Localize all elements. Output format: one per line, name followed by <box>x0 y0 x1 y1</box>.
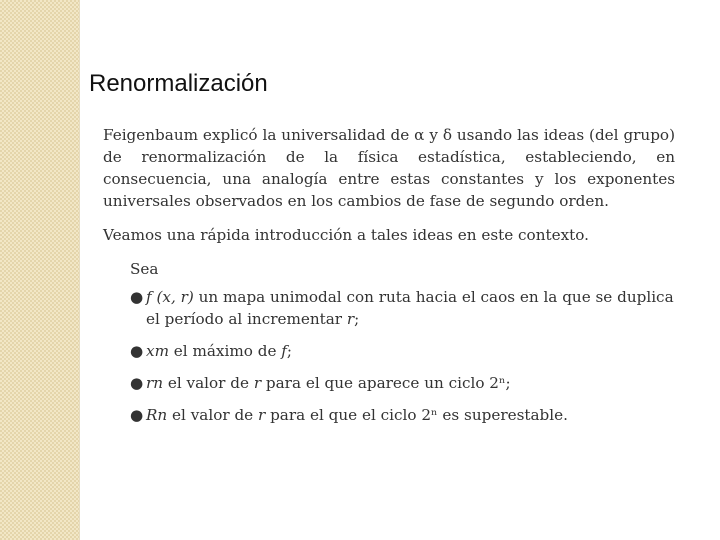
item-text: el máximo de <box>168 342 282 360</box>
math-symbol: r <box>257 406 266 424</box>
item-text: un mapa unimodal con ruta hacia el caos en la que se duplica el período al incrementar <box>146 288 674 328</box>
bullet-icon: ● <box>130 374 144 392</box>
bullet-icon: ● <box>130 406 144 424</box>
math-symbol: f (x, r) <box>146 288 194 306</box>
slide-title: Renormalización <box>89 70 268 97</box>
math-symbol: rn <box>146 374 164 392</box>
slide-body <box>103 124 675 436</box>
list-item <box>130 340 675 362</box>
item-text: el valor de <box>167 406 258 424</box>
math-symbol: xm <box>146 342 169 360</box>
item-tail: ; <box>286 342 293 360</box>
math-symbol: r <box>253 374 262 392</box>
item-tail: para el que el ciclo 2ⁿ es superestable. <box>265 406 568 424</box>
math-symbol: f <box>281 342 287 360</box>
list-item <box>130 286 675 330</box>
item-tail: ; <box>354 310 360 328</box>
list-intro: Sea <box>130 260 159 278</box>
bullet-icon: ● <box>130 342 144 360</box>
paragraph-context: Veamos una rápida introducción a tales ideas en este contexto. <box>103 226 589 244</box>
list-item <box>130 372 675 394</box>
list-item <box>130 404 675 426</box>
math-symbol: Rn <box>146 406 168 424</box>
item-text: el valor de <box>163 374 254 392</box>
item-tail: para el que aparece un ciclo 2ⁿ; <box>261 374 511 392</box>
paragraph-intro: Feigenbaum explicó la universalidad de α y δ usando las ideas (del grupo) de renormalización de la física estadística, estableciendo, en consecuencia, una analogía entre estas constantes y los exponentes universales observados en los cambios de fase de segundo orden. <box>103 126 675 210</box>
decorative-side-band <box>0 0 80 540</box>
math-symbol: r <box>346 310 355 328</box>
bullet-icon: ● <box>130 288 144 306</box>
definition-list <box>103 286 675 426</box>
